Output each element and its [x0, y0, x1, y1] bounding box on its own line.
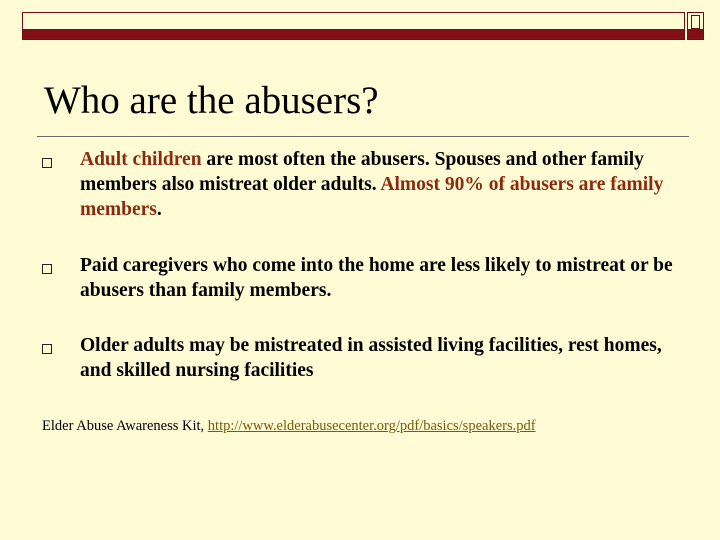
bullet-item	[42, 147, 690, 222]
corner-notch	[691, 15, 700, 29]
title-divider	[37, 136, 689, 137]
slide-title: Who are the abusers?	[44, 79, 379, 122]
bullet-segment: Adult children	[80, 149, 202, 170]
hollow-square-bullet-icon	[42, 344, 52, 354]
bullet-segment: Older adults may be mistreated in assisted living facilities, rest homes, and skilled nursing facilities	[80, 335, 662, 381]
bullet-segment: .	[156, 199, 162, 220]
bullet-text	[80, 253, 690, 303]
header-decoration-bar	[22, 12, 685, 40]
hollow-square-bullet-icon	[42, 158, 52, 168]
bullet-segment: are most often the abusers. Spouses and other family members also mistreat older adults.	[80, 149, 644, 195]
bullet-text	[80, 147, 690, 222]
bullet-item	[42, 333, 690, 383]
source-prefix: Elder Abuse Awareness Kit,	[42, 418, 208, 434]
bullet-segment: Almost 90% of abusers are family members	[80, 174, 664, 220]
bullet-segment: Paid caregivers who come into the home are less likely to mistreat or be abusers than family members.	[80, 255, 673, 301]
header-band	[23, 29, 684, 39]
bullet-text	[80, 333, 690, 383]
source-link[interactable]: http://www.elderabusecenter.org/pdf/basics/speakers.pdf	[207, 418, 536, 434]
corner-band	[688, 29, 703, 39]
header-corner-box	[687, 12, 704, 40]
source-citation	[42, 418, 536, 435]
bullet-item	[42, 253, 690, 303]
hollow-square-bullet-icon	[42, 264, 52, 274]
